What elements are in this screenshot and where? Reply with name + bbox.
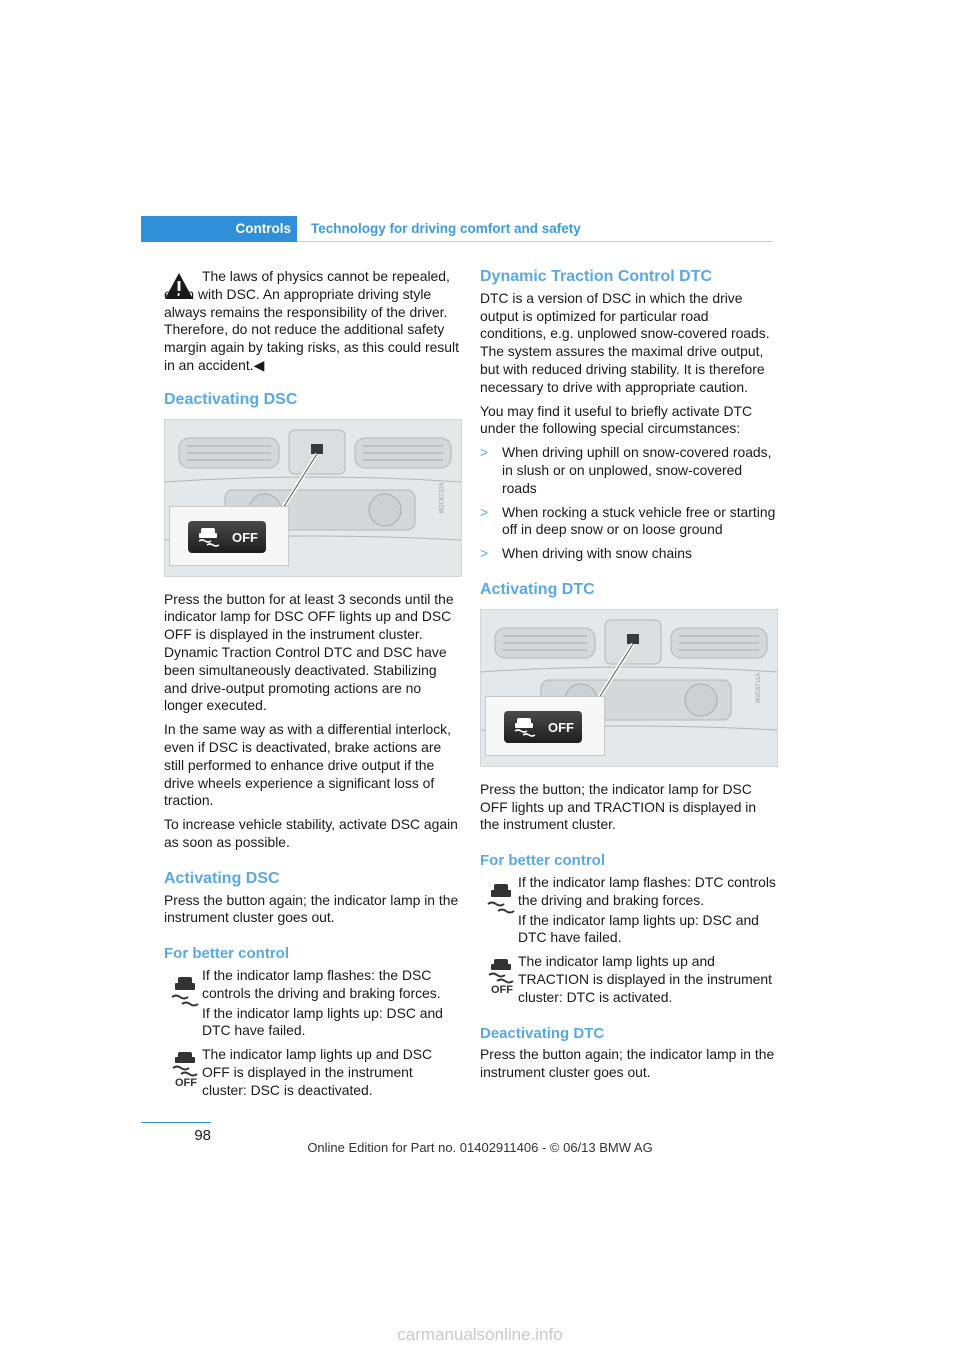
list-item-text: When rocking a stuck vehicle free or starting off in deep snow or on loose ground xyxy=(502,503,776,538)
left-column xyxy=(164,268,460,1106)
off-icon-label: OFF xyxy=(175,1077,197,1090)
dtc-failed-text: If the indicator lamp lights up: DSC and DTC have failed. xyxy=(518,911,759,946)
list-item xyxy=(480,545,776,563)
dsc-skid-icon xyxy=(168,975,202,1009)
bullet-marker: > xyxy=(480,444,489,461)
dtc-failed-text-wrap xyxy=(480,912,776,948)
off-icon-label: OFF xyxy=(491,984,513,997)
off-label: OFF xyxy=(232,529,258,545)
dsc-activate-paragraph: Press the button again; the indicator lamp in the instrument cluster goes out. xyxy=(164,891,459,926)
activating-dtc-heading: Activating DTC xyxy=(480,580,595,598)
header-section-label: Controls xyxy=(141,216,297,242)
watermark: carmanualsonline.info xyxy=(397,1325,563,1344)
page-header xyxy=(141,216,773,242)
dsc-failed-text-a xyxy=(164,1005,460,1041)
dtc-icon-item xyxy=(480,874,776,947)
dtc-activate-paragraph: Press the button; the indicator lamp for DSC OFF lights up and TRACTION is displayed in the instrument cluster. xyxy=(480,780,757,833)
header-chapter-title: Technology for driving comfort and safety xyxy=(311,221,581,236)
deactivating-dtc-heading: Deactivating DTC xyxy=(480,1024,605,1042)
dtc-circumstances-paragraph: You may find it useful to briefly activate DTC under the following special circumstances: xyxy=(480,402,753,437)
dtc-button-figure xyxy=(480,609,778,767)
activating-dsc-heading: Activating DSC xyxy=(164,869,280,887)
car-skid-icon xyxy=(512,716,538,738)
deactivating-dsc-heading: Deactivating DSC xyxy=(164,390,298,408)
dtc-flash-text: If the indicator lamp flashes: DTC controls the driving and braking forces. xyxy=(518,873,776,908)
dtc-intro-paragraph: DTC is a version of DSC in which the drive output is optimized for particular road conditions, e.g. unplowed snow-covered roads. The system assures the maximal drive output, but with reduced driving stability. It is therefore necessary to drive with appropriate caution. xyxy=(480,289,770,395)
figure-code: W2C6710A xyxy=(439,482,446,513)
stability-paragraph: To increase vehicle stability, activate DSC again as soon as possible. xyxy=(164,816,458,850)
dsc-button-figure xyxy=(164,419,462,577)
callout-box xyxy=(169,506,289,566)
dsc-off-icon-item xyxy=(164,1046,460,1099)
callout-box xyxy=(485,696,605,756)
page-number: 98 xyxy=(141,1122,211,1144)
dtc-heading: Dynamic Traction Control DTC xyxy=(480,268,713,285)
dsc-skid-icon xyxy=(484,882,518,916)
bullet-marker: > xyxy=(480,545,489,562)
right-column xyxy=(480,268,776,1088)
dsc-icon-item xyxy=(164,967,460,1040)
dsc-deactivate-paragraph: Press the button for at least 3 seconds until the indicator lamp for DSC OFF lights up and DSC OFF is displayed in the instrument cluster. Dynamic Traction Control DTC and DSC have been simultaneously deactivated. Stabilizing and drive-output promoting actions are no longer executed. xyxy=(164,590,454,714)
header-divider xyxy=(297,241,773,242)
list-item xyxy=(480,504,776,540)
dsc-failed-text: If the indicator lamp lights up: DSC and DTC have failed. xyxy=(202,1004,443,1039)
dtc-off-icon-item xyxy=(480,953,776,1006)
list-item-text: When driving with snow chains xyxy=(502,545,692,562)
bullet-marker: > xyxy=(480,503,489,520)
dtc-activated-text: The indicator lamp lights up and TRACTION is displayed in the instrument cluster: DTC is activated. xyxy=(518,953,772,1005)
differential-paragraph: In the same way as with a differential interlock, even if DSC is deactivated, brake actions are still performed to enhance drive output if the drive wheels experience a significant loss of traction. xyxy=(164,721,451,809)
better-control-heading: For better control xyxy=(164,945,290,963)
dsc-deactivated-text: The indicator lamp lights up and DSC OFF is displayed in the instrument cluster: DSC is deactivated. xyxy=(202,1046,433,1098)
dtc-off-button[interactable] xyxy=(504,711,582,743)
list-item-text: When driving uphill on snow-covered roads, in slush or on unplowed, snow-covered roads xyxy=(502,444,772,496)
off-label: OFF xyxy=(548,719,574,735)
dsc-flash-text: If the indicator lamp flashes: the DSC controls the driving and braking forces. xyxy=(202,966,441,1001)
list-item xyxy=(480,444,776,497)
better-control-heading: For better control xyxy=(480,852,606,870)
footer-text: Online Edition for Part no. 01402911406 - © 06/13 BMW AG xyxy=(307,1140,653,1155)
warning-text-content: The laws of physics cannot be repealed, even with DSC. An appropriate driving style always remains the responsibility of the driver. Therefore, do not reduce the additional safety margin again by taking risks, as this could result in an accident.◀ xyxy=(164,268,459,373)
figure-code: W2C6711A xyxy=(755,672,762,703)
car-skid-icon xyxy=(196,526,222,548)
dtc-deactivate-paragraph: Press the button again; the indicator lamp in the instrument cluster goes out. xyxy=(480,1046,775,1081)
warning-text xyxy=(164,268,460,375)
dsc-off-button[interactable] xyxy=(188,521,266,553)
